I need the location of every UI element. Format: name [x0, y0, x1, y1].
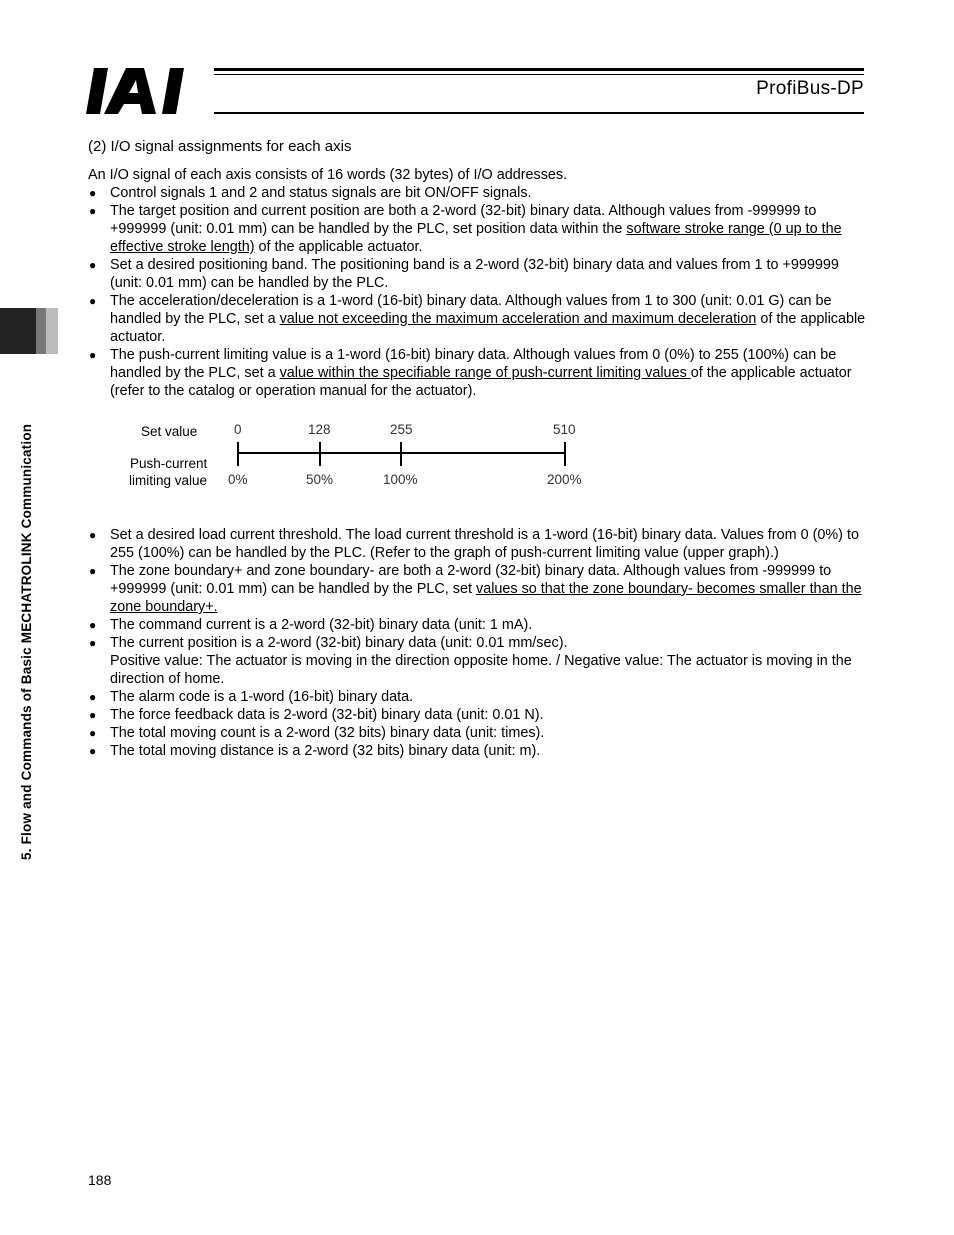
- percent-0: 0%: [228, 472, 248, 487]
- chapter-title-vertical: 5. Flow and Commands of Basic MECHATROLINK Communication: [19, 423, 34, 860]
- bullet-icon: ●: [89, 636, 97, 650]
- list-item: ● Control signals 1 and 2 and status signals are bit ON/OFF signals.: [89, 185, 532, 201]
- list-item: ● The push-current limiting value is a 1-word (16-bit) binary data. Although values from 0 (0%) to 255 (100%) can be handled by the PLC, set a value within the specifiable range of push-current limiting values of the applicable actuator (refer to the catalog or operation manual for the actuator).: [89, 347, 852, 399]
- scale-tick-510: [564, 442, 566, 466]
- content-bottom: [88, 526, 868, 760]
- set-value-128: 128: [308, 422, 331, 437]
- set-value-0: 0: [234, 422, 242, 437]
- header-rule-thin: [214, 74, 864, 75]
- list-item: ● The command current is a 2-word (32-bit) binary data (unit: 1 mA).: [89, 617, 533, 633]
- list-item: ● The force feedback data is 2-word (32-bit) binary data (unit: 0.01 N).: [89, 707, 544, 723]
- chapter-tab: [0, 308, 58, 354]
- bullet-icon: ●: [89, 726, 97, 740]
- percent-50: 50%: [306, 472, 334, 487]
- iai-logo: [86, 66, 206, 116]
- scale-tick-255: [400, 442, 402, 466]
- push-current-label-line2: limiting value: [129, 473, 208, 488]
- list-item: ● The alarm code is a 1-word (16-bit) binary data.: [89, 689, 414, 705]
- scale-tick-0: [237, 442, 239, 466]
- bullet-icon: ●: [89, 744, 97, 758]
- intro-paragraph: An I/O signal of each axis consists of 16 words (32 bytes) of I/O addresses.: [88, 167, 568, 183]
- list-item: ● Set a desired positioning band. The positioning band is a 2-word (32-bit) binary data and values from 1 to +999999 (unit: 0.01 mm) can be handled by the PLC.: [89, 257, 839, 291]
- header-rule-top: [214, 68, 864, 71]
- header-rule-bottom: [214, 112, 864, 114]
- bullet-icon: ●: [89, 258, 97, 272]
- list-item: ● The acceleration/deceleration is a 1-word (16-bit) binary data. Although values from 1 to 300 (unit: 0.01 G) can be handled by the PLC, set a value not exceeding the maximum acceleration and maximum deceleration of the applicable actuator.: [89, 293, 866, 345]
- list-item: ● The current position is a 2-word (32-bit) binary data (unit: 0.01 mm/sec). Positive value: The actuator is moving in the direction opposite home. / Negative value: The actuator is moving in the direction of home.: [89, 635, 852, 687]
- bullet-icon: ●: [89, 294, 97, 308]
- bullet-icon: ●: [89, 690, 97, 704]
- list-item: ● The total moving distance is a 2-word (32 bits) binary data (unit: m).: [89, 743, 541, 759]
- content-top: [88, 166, 868, 400]
- bullet-icon: ●: [89, 618, 97, 632]
- bullet-icon: ●: [89, 348, 97, 362]
- section-heading: (2) I/O signal assignments for each axis: [88, 138, 352, 155]
- scale-tick-128: [319, 442, 321, 466]
- percent-200: 200%: [547, 472, 582, 487]
- bullet-icon: ●: [89, 708, 97, 722]
- set-value-255: 255: [390, 422, 413, 437]
- set-value-label: Set value: [141, 424, 198, 439]
- list-item-note: Positive value: The actuator is moving in the direction opposite home. / Negative value: The actuator is moving in the direction of home.: [110, 653, 852, 687]
- bullet-icon: ●: [89, 528, 97, 542]
- bullet-list-bottom: [88, 526, 868, 760]
- list-item: ● The target position and current position are both a 2-word (32-bit) binary data. Although values from -999999 to +999999 (unit: 0.01 mm) can be handled by the PLC, set position data within the software stroke range (0 up to the effective stroke length) of the applicable actuator.: [89, 203, 842, 255]
- list-item: ● Set a desired load current threshold. The load current threshold is a 1-word (16-bit) binary data. Values from 0 (0%) to 255 (100%) can be handled by the PLC. (Refer to the graph of push-current limiting value (upper graph).): [89, 527, 859, 561]
- list-item: ● The zone boundary+ and zone boundary- are both a 2-word (32-bit) binary data. Although values from -999999 to +999999 (unit: 0.01 mm) can be handled by the PLC, set values so that the zone boundary- becomes smaller than the zone boundary+.: [89, 563, 862, 615]
- header-title: ProfiBus-DP: [756, 78, 864, 99]
- list-item: ● The total moving count is a 2-word (32 bits) binary data (unit: times).: [89, 725, 545, 741]
- push-current-scale-diagram: [120, 418, 600, 498]
- bullet-list-top: [88, 184, 868, 400]
- set-value-510: 510: [553, 422, 576, 437]
- bullet-icon: ●: [89, 204, 97, 218]
- percent-100: 100%: [383, 472, 418, 487]
- push-current-label-line1: Push-current: [130, 456, 208, 471]
- bullet-icon: ●: [89, 564, 97, 578]
- page-number: 188: [88, 1172, 112, 1188]
- bullet-icon: ●: [89, 186, 97, 200]
